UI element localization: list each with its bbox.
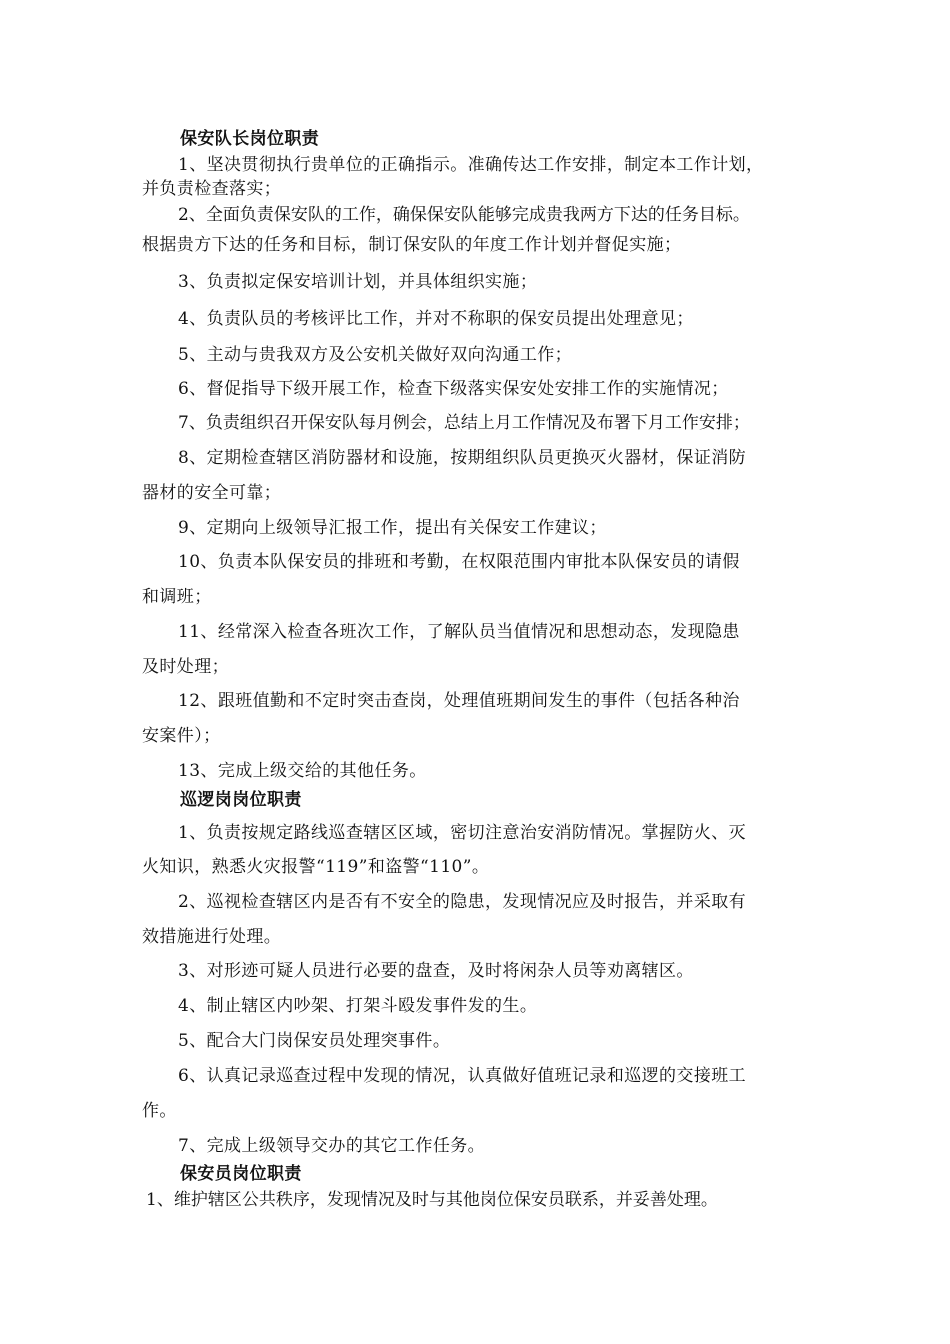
paragraph-line: 4、负责队员的考核评比工作，并对不称职的保安员提出处理意见；: [178, 309, 694, 329]
paragraph-line: 8、定期检查辖区消防器材和设施，按期组织队员更换灭火器材，保证消防: [178, 448, 747, 468]
paragraph-line: 1、坚决贯彻执行贵单位的正确指示。准确传达工作安排，制定本工作计划，: [178, 155, 764, 175]
paragraph-line: 6、督促指导下级开展工作，检查下级落实保安处安排工作的实施情况；: [178, 379, 729, 399]
paragraph-line: 3、对形迹可疑人员进行必要的盘查，及时将闲杂人员等劝离辖区。: [178, 961, 694, 981]
document-page: [142, 0, 824, 1344]
paragraph-line: 并负责检查落实；: [142, 179, 282, 199]
paragraph-line: 和调班；: [142, 587, 212, 607]
paragraph-line: 13、完成上级交给的其他任务。: [178, 761, 427, 781]
paragraph-line: 3、负责拟定保安培训计划，并具体组织实施；: [178, 272, 538, 292]
section-title-guard: 保安员岗位职责: [180, 1164, 302, 1184]
paragraph-line: 2、全面负责保安队的工作，确保保安队能够完成贵我两方下达的任务目标。: [178, 205, 750, 225]
paragraph-line: 2、巡视检查辖区内是否有不安全的隐患，发现情况应及时报告，并采取有: [178, 892, 747, 912]
paragraph-line: 及时处理；: [142, 657, 229, 677]
paragraph-line: 10、负责本队保安员的排班和考勤，在权限范围内审批本队保安员的请假: [178, 552, 740, 572]
paragraph-line: 11、经常深入检查各班次工作，了解队员当值情况和思想动态，发现隐患: [178, 622, 740, 642]
paragraph-line: 5、配合大门岗保安员处理突事件。: [178, 1031, 451, 1051]
section-title-captain: 保安队长岗位职责: [180, 129, 320, 149]
paragraph-line: 1、负责按规定路线巡查辖区区域，密切注意治安消防情况。掌握防火、灭: [178, 823, 747, 843]
paragraph-line: 7、完成上级领导交办的其它工作任务。: [178, 1136, 486, 1156]
paragraph-line: 效措施进行处理。: [142, 927, 282, 947]
paragraph-line: 6、认真记录巡查过程中发现的情况，认真做好值班记录和巡逻的交接班工: [178, 1066, 747, 1086]
paragraph-line: 安案件）；: [142, 726, 221, 746]
paragraph-line: 9、定期向上级领导汇报工作，提出有关保安工作建议；: [178, 518, 607, 538]
paragraph-line: 4、制止辖区内吵架、打架斗殴发事件发的生。: [178, 996, 538, 1016]
paragraph-line: 火知识，熟悉火灾报警“119”和盗警“110”。: [142, 857, 490, 877]
section-title-patrol: 巡逻岗岗位职责: [180, 790, 302, 810]
paragraph-line: 作。: [142, 1101, 177, 1121]
paragraph-line: 5、主动与贵我双方及公安机关做好双向沟通工作；: [178, 345, 573, 365]
paragraph-line: 1、维护辖区公共秩序，发现情况及时与其他岗位保安员联系，并妥善处理。: [146, 1190, 718, 1210]
paragraph-line: 7、负责组织召开保安队每月例会，总结上月工作情况及布署下月工作安排；: [178, 413, 750, 433]
paragraph-line: 12、跟班值勤和不定时突击查岗，处理值班期间发生的事件（包括各种治: [178, 691, 740, 711]
paragraph-line: 器材的安全可靠；: [142, 483, 282, 503]
paragraph-line: 根据贵方下达的任务和目标，制订保安队的年度工作计划并督促实施；: [142, 235, 682, 255]
